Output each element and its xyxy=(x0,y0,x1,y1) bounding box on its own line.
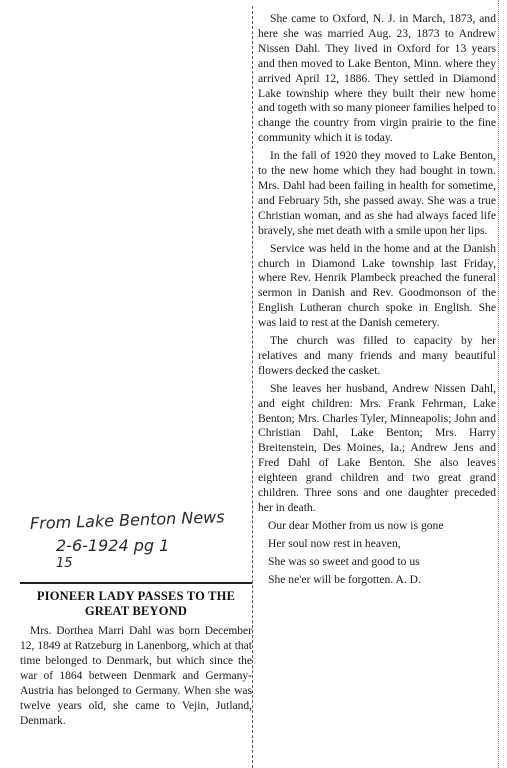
article-paragraph: Mrs. Dorthea Marri Dahl was born December 12, 1849 at Ratzeburg in Lanenborg, which at that time belonged to Denmark, but which since the war of 1864 between Denmark and Germany-Austria has belonged to Germany. When she was twelve years old, she came to Vejin, Jutland, Denmark. xyxy=(20,625,252,727)
verse-line: She ne'er will be forgotten. A. D. xyxy=(268,572,421,586)
verse-line: Her soul now rest in heaven, xyxy=(268,536,401,550)
handwritten-source-line: From Lake Benton News xyxy=(29,507,225,533)
headline-rule xyxy=(20,582,252,584)
article-paragraph: The church was filled to capacity by her relatives and many friends and many beautiful flowers decked the casket. xyxy=(258,334,496,377)
article-paragraph: In the fall of 1920 they moved to Lake Benton, to the new home which they had bought in town. Mrs. Dahl had been failing in health for sometime, and February 5th, she passed away. She was a true Christian woman, and as she had always faced life bravely, she met death with a smile upon her lips. xyxy=(258,149,496,237)
column-divider xyxy=(252,6,253,768)
article-paragraph: She leaves her husband, Andrew Nissen Dahl, and eight children: Mrs. Frank Fehrman, Lake Benton; Mrs. Charles Tyler, Minneapolis; John and Christian Dahl, Lake Benton; Mrs. Harry Breitenstein, Des Moines, Ia.; Andrew Jens and Fred Dahl of Lake Benton. She also leaves eighteen grand children and two great grand children. Three sons and one daughter preceded her in death. xyxy=(258,381,496,514)
article-paragraph: Service was held in the home and at the Danish church in Diamond Lake township last Friday, where Rev. Henrik Plambeck preached the funeral sermon in Danish and Rev. Goodmonson of the English Lutheran church spoke in English. She was laid to rest at the Danish cemetery. xyxy=(258,241,496,330)
article-paragraph: She came to Oxford, N. J. in March, 1873, and here she was married Aug. 23, 1873 to Andrew Nissen Dahl. They lived in Oxford for 13 years and then moved to Lake Benton, Minn. where they arrived April 12, 1886. They settled in Diamond Lake township where they built their new home and togeth with so many pioneer families helped to change the country from virgin prairie to the fine community which it is today. xyxy=(258,12,496,145)
right-column xyxy=(254,0,500,768)
handwritten-source-note xyxy=(29,507,250,571)
handwritten-date-line: 2-6-1924 pg 1 xyxy=(56,536,170,555)
verse-line: She was so sweet and good to us xyxy=(268,554,420,568)
handwritten-number: 15 xyxy=(56,556,73,571)
right-column-text xyxy=(258,12,496,591)
article-headline: PIONEER LADY PASSES TO THE GREAT BEYOND xyxy=(36,589,236,618)
left-column xyxy=(20,582,252,768)
verse-line: Our dear Mother from us now is gone xyxy=(268,518,444,532)
left-column-text xyxy=(20,624,252,729)
